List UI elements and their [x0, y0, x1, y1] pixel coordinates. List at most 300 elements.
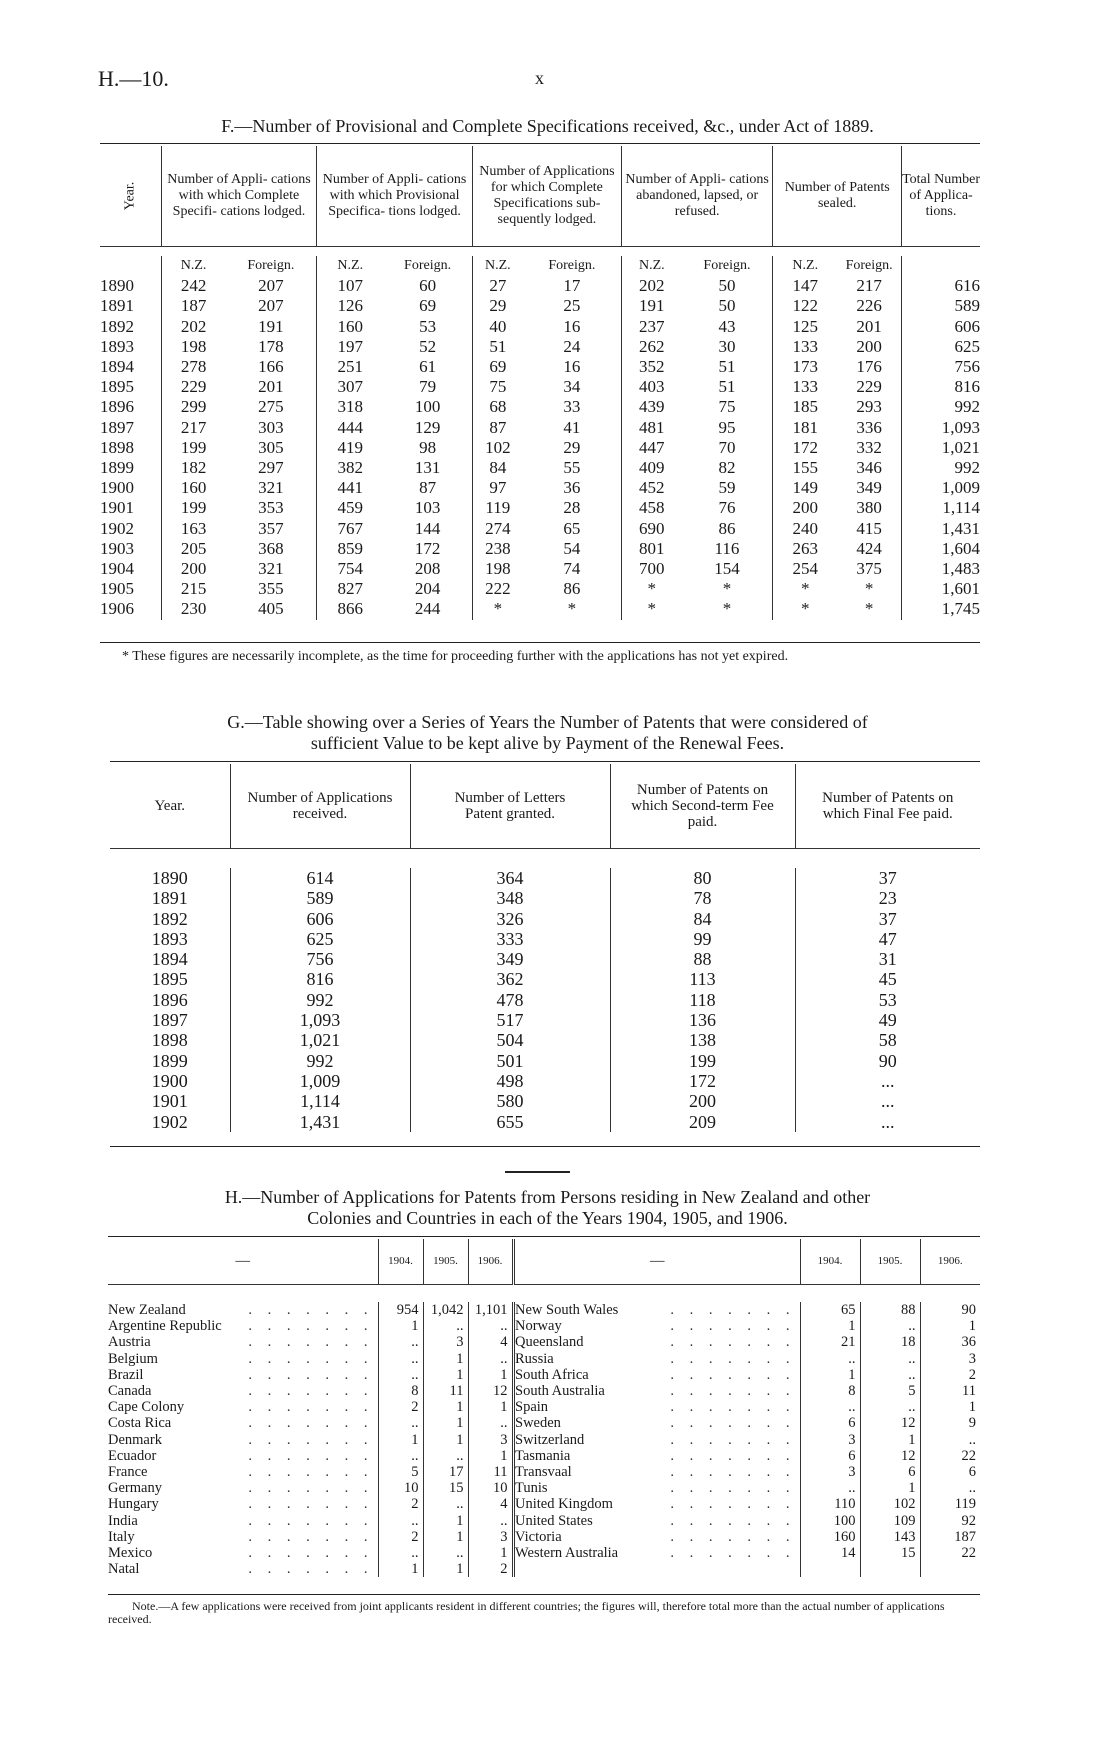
table-g-year-cell: 1899	[151, 1050, 188, 1071]
table-f-value-cell: 98	[419, 437, 437, 457]
table-f-value-cell: 33	[563, 397, 581, 417]
table-h-value-cell: 15	[860, 1545, 920, 1561]
table-f-value-cell: 133	[773, 377, 837, 397]
dot-leader: . . . . . . .	[670, 1447, 796, 1464]
table-h-note: Note.—A few applications were received from joint applicants resident in different countries; the figures will, therefore total more than the actual number of applications received.	[108, 1599, 945, 1626]
table-row	[108, 1383, 980, 1399]
table-f-header-complete: Number of Appli- cations with which Complete Specifi- cations lodged.	[161, 146, 317, 246]
table-g-value-cell: ...	[795, 1112, 980, 1132]
table-h-value-cell: 1	[468, 1448, 513, 1464]
table-g-value-cell: 37	[795, 909, 980, 929]
dot-leader: . . . . . . .	[670, 1496, 796, 1513]
table-h-country-cell	[108, 1367, 378, 1383]
table-h-value-cell: ..	[378, 1545, 423, 1561]
dot-leader: . . . . . . .	[248, 1415, 374, 1432]
table-h-value-cell: 1	[378, 1561, 423, 1577]
table-g-title-line2: sufficient Value to be kept alive by Payment of the Renewal Fees.	[310, 733, 785, 753]
table-f-value-cell: 293	[856, 397, 882, 417]
country-name: Victoria	[515, 1528, 562, 1545]
country-name: Spain	[515, 1399, 549, 1416]
table-f-value-cell: 16	[563, 316, 581, 336]
table-f-footnote: * These figures are necessarily incomplete, as the time for proceeding further with the applications has not yet expired.	[122, 649, 789, 664]
table-f-value-cell: 173	[773, 357, 837, 377]
table-h-value-cell: 21	[800, 1334, 860, 1350]
table-h-year-1905: 1905.	[860, 1239, 920, 1284]
table-f-value-cell: 70	[718, 437, 736, 457]
dot-leader: . . . . . . .	[248, 1480, 374, 1497]
table-f-value-cell: 992	[902, 458, 980, 478]
table-h-value-cell: ..	[860, 1367, 920, 1383]
table-row	[100, 438, 980, 458]
table-h-value-cell: ..	[468, 1351, 513, 1367]
table-g-value-cell: 200	[610, 1091, 795, 1111]
divider	[110, 1146, 980, 1147]
table-f-header-subsequent: Number of Applications for which Complete Specifications sub- sequently lodged.	[472, 146, 621, 246]
dot-leader: . . . . . . .	[670, 1399, 796, 1416]
table-f-value-cell: 68	[472, 397, 522, 417]
dot-leader: . . . . . . .	[248, 1318, 374, 1335]
table-g-value-cell: 78	[610, 888, 795, 908]
table-g-value-cell: 992	[230, 1051, 410, 1071]
table-row	[100, 498, 980, 518]
country-name: Transvaal	[515, 1464, 572, 1481]
table-f-value-cell: 51	[718, 377, 736, 397]
table-h-value-cell: ..	[378, 1334, 423, 1350]
table-h-value-cell: 10	[378, 1480, 423, 1496]
table-h	[108, 1239, 980, 1577]
table-f-value-cell: 1,483	[902, 559, 980, 579]
table-h-value-cell: 954	[378, 1302, 423, 1318]
table-h-value-cell: 1	[468, 1545, 513, 1561]
table-f-year-cell: 1897	[100, 417, 134, 437]
table-row	[108, 1480, 980, 1496]
table-f-value-cell: 28	[563, 498, 581, 518]
table-f-value-cell: 690	[622, 519, 682, 539]
table-h-value-cell: ..	[860, 1351, 920, 1367]
table-f-value-cell: 181	[773, 418, 837, 438]
table-h-value-cell: 109	[860, 1513, 920, 1529]
table-h-value-cell: ..	[920, 1480, 980, 1496]
table-f-value-cell: 1,604	[902, 539, 980, 559]
table-f-value-cell: 119	[472, 498, 522, 518]
table-g-value-cell: 1,431	[230, 1112, 410, 1132]
table-f-value-cell: 154	[714, 559, 740, 579]
table-h-value-cell: 1,101	[468, 1302, 513, 1318]
dot-leader: . . . . . . .	[248, 1399, 374, 1416]
dot-leader: . . . . . . .	[248, 1350, 374, 1367]
table-f-value-cell: 458	[622, 498, 682, 518]
table-row	[100, 317, 980, 337]
table-f-value-cell: 1,601	[902, 579, 980, 599]
table-f-value-cell: 459	[317, 498, 384, 518]
table-h-value-cell: 1	[378, 1432, 423, 1448]
table-f-value-cell: 275	[258, 397, 284, 417]
table-g-value-cell: 498	[410, 1071, 610, 1091]
table-f-value-cell: 439	[622, 397, 682, 417]
table-f-value-cell: 625	[902, 337, 980, 357]
table-f-value-cell: 126	[317, 296, 384, 316]
dot-leader: . . . . . . .	[670, 1334, 796, 1351]
table-g-body	[110, 868, 980, 1132]
table-h-value-cell: 1	[423, 1399, 468, 1415]
table-f-year-cell: 1890	[100, 276, 134, 296]
table-f-subheader-row	[100, 256, 980, 276]
table-g-header-year: Year.	[154, 797, 186, 814]
table-f-subheader-empty	[100, 256, 161, 276]
table-f-value-cell: 160	[161, 478, 225, 498]
table-g-value-cell: 517	[410, 1010, 610, 1030]
table-f-value-cell: 86	[718, 518, 736, 538]
table-f-year-cell: 1896	[100, 397, 134, 417]
table-h-value-cell: 6	[920, 1464, 980, 1480]
table-f-value-cell: 191	[622, 296, 682, 316]
table-f-value-cell: 352	[622, 357, 682, 377]
table-h-title-line1: H.—Number of Applications for Patents from Persons residing in New Zealand and other	[224, 1187, 871, 1207]
table-f-subheader: Foreign.	[548, 258, 596, 273]
table-f-value-cell: 50	[718, 296, 736, 316]
table-f-value-cell: 1,009	[902, 478, 980, 498]
table-h-title-line2: Colonies and Countries in each of the Years 1904, 1905, and 1906.	[307, 1208, 788, 1228]
table-h-value-cell: ..	[378, 1367, 423, 1383]
table-row	[110, 1051, 980, 1071]
table-h-country-cell	[515, 1415, 800, 1431]
table-f-year-cell: 1903	[100, 538, 134, 558]
dot-leader: . . . . . . .	[670, 1318, 796, 1335]
dot-leader: . . . . . . .	[248, 1496, 374, 1513]
table-h-country-cell	[108, 1415, 378, 1431]
table-h-value-cell: 10	[468, 1480, 513, 1496]
table-g-value-cell: 625	[230, 929, 410, 949]
table-f-value-cell: 75	[472, 377, 522, 397]
table-f-value-cell: 41	[563, 417, 581, 437]
table-row	[108, 1496, 980, 1512]
table-f-value-cell: 198	[472, 559, 522, 579]
table-h-value-cell: 4	[468, 1496, 513, 1512]
country-name: Mexico	[108, 1545, 153, 1562]
table-f-value-cell: 303	[258, 417, 284, 437]
table-f-value-cell: 201	[856, 316, 882, 336]
table-h-value-cell: 1	[423, 1432, 468, 1448]
table-f-value-cell: 17	[563, 276, 581, 296]
dot-leader: . . . . . . .	[670, 1366, 796, 1383]
table-h-country-cell	[515, 1480, 800, 1496]
table-f-value-cell: 199	[161, 438, 225, 458]
table-f-value-cell: 86	[563, 579, 581, 599]
country-name: Western Australia	[515, 1545, 619, 1562]
table-row	[108, 1351, 980, 1367]
table-f-value-cell: 200	[856, 336, 882, 356]
table-f-header-total: Total Number of Applica- tions.	[902, 146, 980, 246]
table-h-value-cell: ..	[468, 1318, 513, 1334]
table-f-value-cell: 129	[414, 417, 441, 437]
table-h-value-cell: 1	[468, 1367, 513, 1383]
dot-leader: . . . . . . .	[248, 1545, 374, 1562]
table-f-value-cell: 346	[856, 458, 882, 478]
country-name: Italy	[108, 1528, 135, 1545]
country-name: Belgium	[108, 1350, 158, 1367]
country-name: Costa Rica	[108, 1415, 172, 1432]
table-h-value-cell: ..	[423, 1448, 468, 1464]
table-f-subheader: Foreign.	[404, 258, 452, 273]
table-f-value-cell: 95	[718, 417, 736, 437]
table-f-value-cell: 60	[419, 276, 437, 296]
table-f-value-cell: 481	[622, 418, 682, 438]
table-h-value-cell: 110	[800, 1496, 860, 1512]
table-f-value-cell: 616	[902, 276, 980, 296]
table-f-value-cell: 305	[258, 437, 284, 457]
divider	[108, 1594, 980, 1595]
table-g-value-cell: 992	[230, 990, 410, 1010]
table-h-value-cell: 1	[800, 1318, 860, 1334]
table-f-value-cell: 182	[161, 458, 225, 478]
divider	[100, 143, 980, 144]
table-h-value-cell: 143	[860, 1529, 920, 1545]
table-g-value-cell: 209	[610, 1112, 795, 1132]
country-name: South Australia	[515, 1383, 605, 1400]
table-h-country-cell	[515, 1399, 800, 1415]
table-f-value-cell: 307	[317, 377, 384, 397]
table-f-value-cell: 205	[161, 539, 225, 559]
dot-leader: . . . . . . .	[248, 1561, 374, 1578]
country-name: Switzerland	[515, 1431, 585, 1448]
table-row	[100, 539, 980, 559]
table-h-country-cell	[108, 1334, 378, 1350]
table-f-value-cell: 441	[317, 478, 384, 498]
table-h-value-cell: 187	[920, 1529, 980, 1545]
table-h-value-cell: ..	[468, 1415, 513, 1431]
table-f-value-cell: 299	[161, 397, 225, 417]
table-h-country-cell	[108, 1529, 378, 1545]
table-f-value-cell: 87	[472, 418, 522, 438]
table-f-value-cell: 50	[718, 276, 736, 296]
table-f-value-cell: 419	[317, 438, 384, 458]
table-f-value-cell: 185	[773, 397, 837, 417]
country-name: Germany	[108, 1480, 162, 1497]
table-f-header-provisional: Number of Appli- cations with which Provisional Specifica- tions lodged.	[317, 146, 473, 246]
table-row	[108, 1529, 980, 1545]
table-h-country-cell	[108, 1496, 378, 1512]
table-h-value-cell: 119	[920, 1496, 980, 1512]
table-f-subheader: N.Z.	[472, 256, 522, 276]
table-h-country-cell	[108, 1383, 378, 1399]
table-f-value-cell: 155	[773, 458, 837, 478]
table-g-value-cell: 99	[610, 929, 795, 949]
table-g-value-cell: 113	[610, 969, 795, 989]
dot-leader: . . . . . . .	[248, 1383, 374, 1400]
table-h-value-cell: 3	[468, 1529, 513, 1545]
table-row	[100, 599, 980, 619]
table-h-country-cell	[108, 1561, 378, 1577]
table-h-country-cell	[108, 1399, 378, 1415]
table-h-country-cell	[515, 1318, 800, 1334]
table-f-value-cell: 103	[414, 498, 441, 518]
table-h-country-cell	[515, 1464, 800, 1480]
table-f-year-cell: 1904	[100, 559, 134, 579]
table-g-value-cell: 37	[795, 868, 980, 888]
table-h-value-cell: 6	[860, 1464, 920, 1480]
table-h-right-dash: —	[650, 1253, 665, 1270]
table-f-value-cell: 217	[161, 418, 225, 438]
table-f-value-cell: 207	[258, 296, 284, 316]
table-f-year-cell: 1902	[100, 518, 134, 538]
table-row	[108, 1513, 980, 1529]
table-h-value-cell: 2	[378, 1399, 423, 1415]
table-h-value-cell: 12	[860, 1448, 920, 1464]
table-h-value-cell: 2	[468, 1561, 513, 1577]
table-h-value-cell: 1	[468, 1399, 513, 1415]
table-f-value-cell: 29	[472, 296, 522, 316]
dot-leader: . . . . . . .	[248, 1464, 374, 1481]
table-h-value-cell	[800, 1561, 860, 1577]
country-name: Hungary	[108, 1496, 159, 1513]
table-h-country-cell	[108, 1351, 378, 1367]
table-h-value-cell: 8	[378, 1383, 423, 1399]
table-f-value-cell: 147	[773, 276, 837, 296]
table-f-year-cell: 1894	[100, 357, 134, 377]
table-g-year-cell: 1893	[151, 928, 188, 949]
table-row	[108, 1415, 980, 1431]
table-g-year-cell: 1891	[151, 888, 188, 909]
table-g-value-cell: 326	[410, 909, 610, 929]
table-f-value-cell: 866	[317, 599, 384, 619]
dot-leader: . . . . . . .	[670, 1431, 796, 1448]
table-g-value-cell: 362	[410, 969, 610, 989]
table-g-value-cell: 84	[610, 909, 795, 929]
table-f-value-cell: 116	[714, 538, 740, 558]
table-f-value-cell: 29	[563, 437, 581, 457]
country-name: Russia	[515, 1350, 554, 1367]
table-f-value-cell: 237	[622, 317, 682, 337]
table-h-country-cell	[515, 1351, 800, 1367]
table-g-value-cell: 478	[410, 990, 610, 1010]
table-f-value-cell: 79	[419, 377, 437, 397]
table-f-value-cell: 100	[414, 397, 441, 417]
country-name: Norway	[515, 1318, 562, 1335]
table-f-value-cell: 208	[414, 559, 441, 579]
table-f-value-cell: 131	[414, 458, 441, 478]
table-g-year-cell: 1900	[151, 1070, 188, 1091]
table-g-value-cell: 118	[610, 990, 795, 1010]
country-name: Natal	[108, 1561, 140, 1578]
table-f-value-cell: 217	[856, 276, 882, 296]
table-f-value-cell: 251	[317, 357, 384, 377]
table-f-value-cell: 278	[161, 357, 225, 377]
table-f-year-cell: 1892	[100, 316, 134, 336]
table-g-header-final: Number of Patents on which Final Fee paid.	[795, 764, 980, 848]
table-g-value-cell: 756	[230, 949, 410, 969]
table-f-value-cell: 254	[773, 559, 837, 579]
table-f-value-cell: 69	[472, 357, 522, 377]
table-row	[100, 418, 980, 438]
table-f-value-cell: 122	[773, 296, 837, 316]
table-row	[100, 337, 980, 357]
table-f-value-cell: 144	[414, 518, 441, 538]
table-g-value-cell: 1,093	[230, 1010, 410, 1030]
dot-leader: . . . . . . .	[670, 1383, 796, 1400]
table-row	[100, 519, 980, 539]
country-name: United Kingdom	[515, 1496, 613, 1513]
table-g-value-cell: 501	[410, 1051, 610, 1071]
table-f-value-cell: 178	[258, 336, 284, 356]
table-h-country-cell	[108, 1318, 378, 1334]
country-name: Austria	[108, 1334, 151, 1351]
table-f-value-cell: 263	[773, 539, 837, 559]
table-h-value-cell: 160	[800, 1529, 860, 1545]
table-row	[110, 969, 980, 989]
table-h-value-cell: 2	[920, 1367, 980, 1383]
table-g-value-cell: 45	[795, 969, 980, 989]
table-g-value-cell: ...	[795, 1091, 980, 1111]
table-f-value-cell: 262	[622, 337, 682, 357]
table-f-subheader: N.Z.	[317, 256, 384, 276]
table-h-value-cell: ..	[860, 1318, 920, 1334]
table-g-value-cell: 199	[610, 1051, 795, 1071]
table-g-value-cell: 606	[230, 909, 410, 929]
table-f-title: F.—Number of Provisional and Complete Specifications received, &c., under Act of 1889.	[221, 116, 874, 136]
table-f-value-cell: 827	[317, 579, 384, 599]
country-name: South Africa	[515, 1366, 589, 1383]
table-h-value-cell: ..	[423, 1545, 468, 1561]
country-name: Argentine Republic	[108, 1318, 222, 1335]
table-h-value-cell: 11	[468, 1464, 513, 1480]
table-f-value-cell: 202	[622, 276, 682, 296]
table-h-value-cell	[920, 1561, 980, 1577]
dot-leader: . . . . . . .	[670, 1415, 796, 1432]
table-row	[108, 1367, 980, 1383]
table-g-value-cell: 172	[610, 1071, 795, 1091]
table-f-value-cell: 65	[563, 518, 581, 538]
table-g-year-cell: 1902	[151, 1111, 188, 1132]
table-g-value-cell: 1,009	[230, 1071, 410, 1091]
country-name: Brazil	[108, 1366, 144, 1383]
table-h-value-cell: ..	[920, 1432, 980, 1448]
table-row	[108, 1318, 980, 1334]
table-f-value-cell: 97	[472, 478, 522, 498]
table-f-value-cell: 51	[718, 357, 736, 377]
table-row	[100, 296, 980, 316]
table-h-value-cell: 3	[920, 1351, 980, 1367]
country-name: Tunis	[515, 1480, 548, 1497]
table-f-subheader-empty	[902, 256, 980, 276]
table-f-header-year: Year.	[122, 181, 138, 211]
table-f-value-cell: 40	[472, 317, 522, 337]
table-h-value-cell: 8	[800, 1383, 860, 1399]
table-h-country-cell	[515, 1496, 800, 1512]
table-h-value-cell: ..	[423, 1496, 468, 1512]
table-h-value-cell: 100	[800, 1513, 860, 1529]
table-f-value-cell: 816	[902, 377, 980, 397]
table-h-value-cell: 4	[468, 1334, 513, 1350]
table-f	[100, 146, 980, 620]
table-h-value-cell: 1	[800, 1367, 860, 1383]
table-g-year-cell: 1901	[151, 1091, 188, 1112]
table-g-value-cell: 138	[610, 1030, 795, 1050]
table-f-value-cell: 700	[622, 559, 682, 579]
dot-leader: . . . . . . .	[248, 1447, 374, 1464]
table-f-value-cell: 447	[622, 438, 682, 458]
table-f-value-cell: 16	[563, 357, 581, 377]
dot-leader: . . . . . . .	[670, 1350, 796, 1367]
table-h-value-cell	[860, 1561, 920, 1577]
table-h-value-cell: 5	[378, 1464, 423, 1480]
table-f-value-cell: 274	[472, 519, 522, 539]
table-h-value-cell: ..	[378, 1415, 423, 1431]
table-h-value-cell: 22	[920, 1545, 980, 1561]
table-f-value-cell: 52	[419, 336, 437, 356]
table-f-value-cell: 1,021	[902, 438, 980, 458]
table-f-value-cell: 200	[161, 559, 225, 579]
table-g-title-line1: G.—Table showing over a Series of Years the Number of Patents that were considered of	[227, 712, 868, 732]
